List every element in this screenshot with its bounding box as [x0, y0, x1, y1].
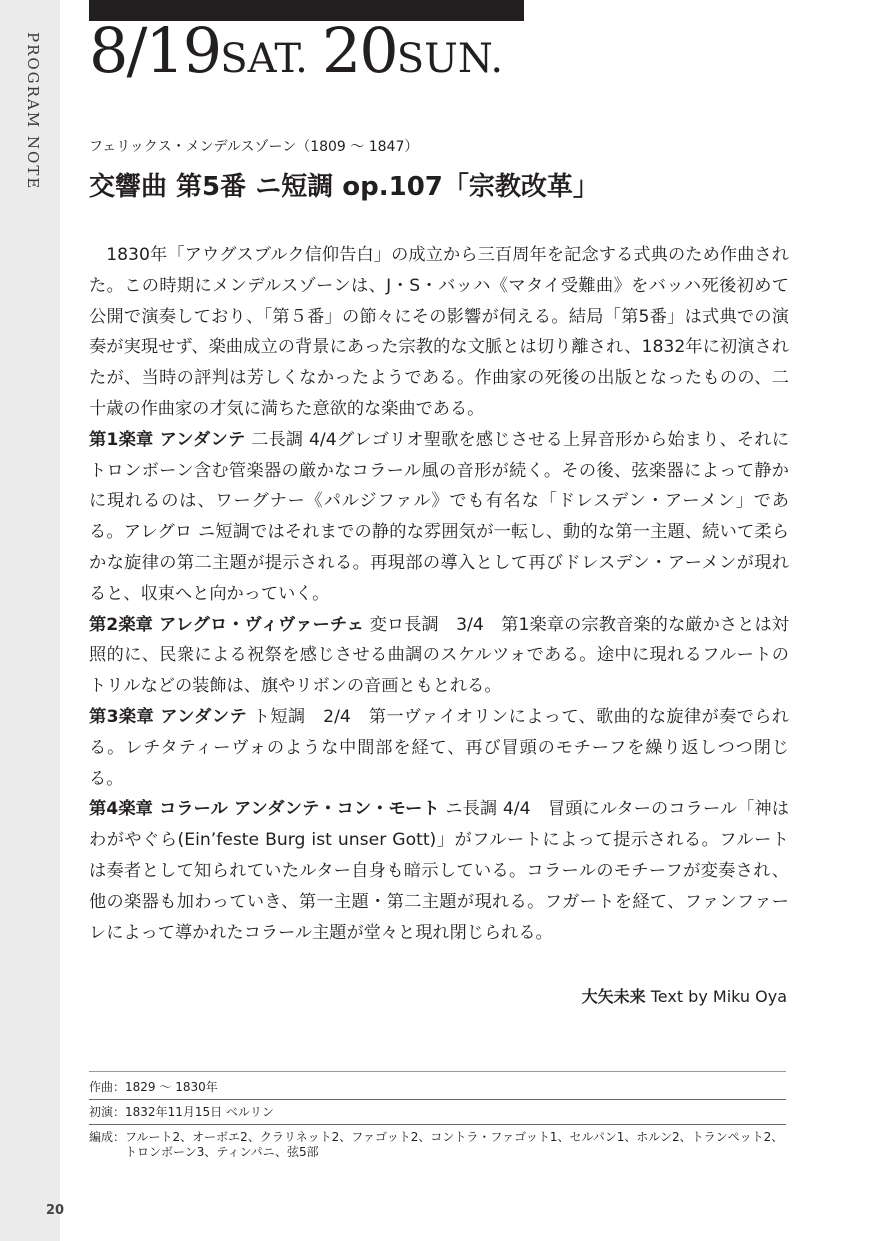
info-label: 編成 — [89, 1130, 114, 1144]
section-label: PROGRAM NOTE — [24, 32, 42, 191]
info-value: 1829 ～ 1830年 — [125, 1080, 218, 1094]
movement-heading: 第2楽章 アレグロ・ヴィヴァーチェ — [89, 614, 364, 635]
info-row-instrumentation: 編成 ： フルート2、オーボエ2、クラリネット2、ファゴット2、コントラ・ファゴット1、セルパン1、ホルン2、トランペット2、トロンボーン3、ティンパニ、弦5部 — [89, 1128, 786, 1164]
weekday1: SAT. — [220, 36, 308, 82]
date-day1: 8/19 — [89, 14, 221, 87]
info-label: 初演 — [89, 1105, 114, 1119]
work-info-list — [89, 1078, 786, 1167]
info-value: 1832年11月15日 ベルリン — [125, 1105, 274, 1119]
movement-text: 変ロ長調 3/4 第1楽章の宗教音楽的な厳かさとは対照的に、民衆による祝祭を感じさせる曲調のスケルツォである。途中に現れるフルートのトリルなどの装飾は、旗やリボンの音画ともとれる。 — [89, 614, 789, 697]
movement-paragraph — [89, 702, 789, 794]
intro-paragraph: 1830年「アウグスブルク信仰告白」の成立から三百周年を記念する式典のため作曲された。この時期にメンデルスゾーンは、J・S・バッハ《マタイ受難曲》をバッハ死後初めて公開で演奏しており、「第５番」の節々にその影響が伺える。結局「第5番」は式典での演奏が実現せず、楽曲成立の背景にあった宗教的な文脈とは切り離され、1832年に初演されたが、当時の評判は芳しくなかったようである。作曲家の死後の出版となったものの、二十歳の作曲家の才気に満ちた意欲的な楽曲である。 — [89, 245, 789, 419]
info-divider — [89, 1071, 786, 1072]
info-label: 作曲 — [89, 1080, 114, 1094]
date-day2: 20 — [321, 14, 397, 87]
weekday2: SUN. — [396, 36, 504, 82]
movement-text: 二長調 4/4グレゴリオ聖歌を感じさせる上昇音形から始まり、それにトロンボーン含む管楽器の厳かなコラール風の音形が続く。その後、弦楽器によって静かに現れるのは、ワーグナー《パルジファル》でも有名な「ドレスデン・アーメン」である。アレグロ ニ短調ではそれまでの静的な雰囲気が一転し、動的な第一主題、続いて柔らかな旋律の第二主題が提示される。再現部の導入として再びドレスデン・アーメンが現れると、収束へと向かっていく。 — [89, 429, 790, 604]
info-row-premiere: 初演 ： 1832年11月15日 ベルリン — [89, 1103, 786, 1125]
info-value: フルート2、オーボエ2、クラリネット2、ファゴット2、コントラ・ファゴット1、セルパン1、ホルン2、トランペット2、トロンボーン3、ティンパニ、弦5部 — [125, 1130, 784, 1159]
composer-line: フェリックス・メンデルスゾーン（1809 ～ 1847） — [89, 139, 419, 155]
movement-text: ト短調 2/4 第一ヴァイオリンによって、歌曲的な旋律が奏でられる。レチタティーヴォのような中間部を経て、再び冒頭のモチーフを繰り返しつつ閉じる。 — [89, 706, 789, 789]
movement-paragraph — [89, 794, 789, 948]
movement-paragraph — [89, 425, 789, 610]
movement-paragraph — [89, 610, 789, 702]
page-number: 20 — [46, 1203, 65, 1218]
info-row-composition: 作曲 ： 1829 ～ 1830年 — [89, 1078, 786, 1100]
byline — [582, 984, 787, 1007]
sidebar-strip — [0, 0, 65, 1241]
movement-heading: 第4楽章 コラール アンダンテ・コン・モート — [89, 799, 440, 820]
program-note-body — [89, 240, 789, 948]
movement-text: ニ長調 4/4 冒頭にルターのコラール「神はわがやぐら(Ein’feste Burg ist unser Gott)」がフルートによって提示される。フルートは奏者として知られていたルター自身も暗示している。コラールのモチーフが変奏され、他の楽器も加わっていき、第一主題・第二主題が現れる。フガートを経て、ファンファーレによって導かれたコラール主題が堂々と現れ閉じられる。 — [89, 799, 789, 943]
movement-heading: 第3楽章 アンダンテ — [89, 706, 248, 727]
author-credit: Text by Miku Oya — [645, 987, 787, 1006]
movement-heading: 第1楽章 アンダンテ — [89, 429, 246, 450]
work-title: 交響曲 第5番 ニ短調 op.107「宗教改革」 — [89, 172, 599, 202]
concert-date-heading — [89, 14, 504, 87]
author-name: 大矢未来 — [581, 987, 646, 1006]
